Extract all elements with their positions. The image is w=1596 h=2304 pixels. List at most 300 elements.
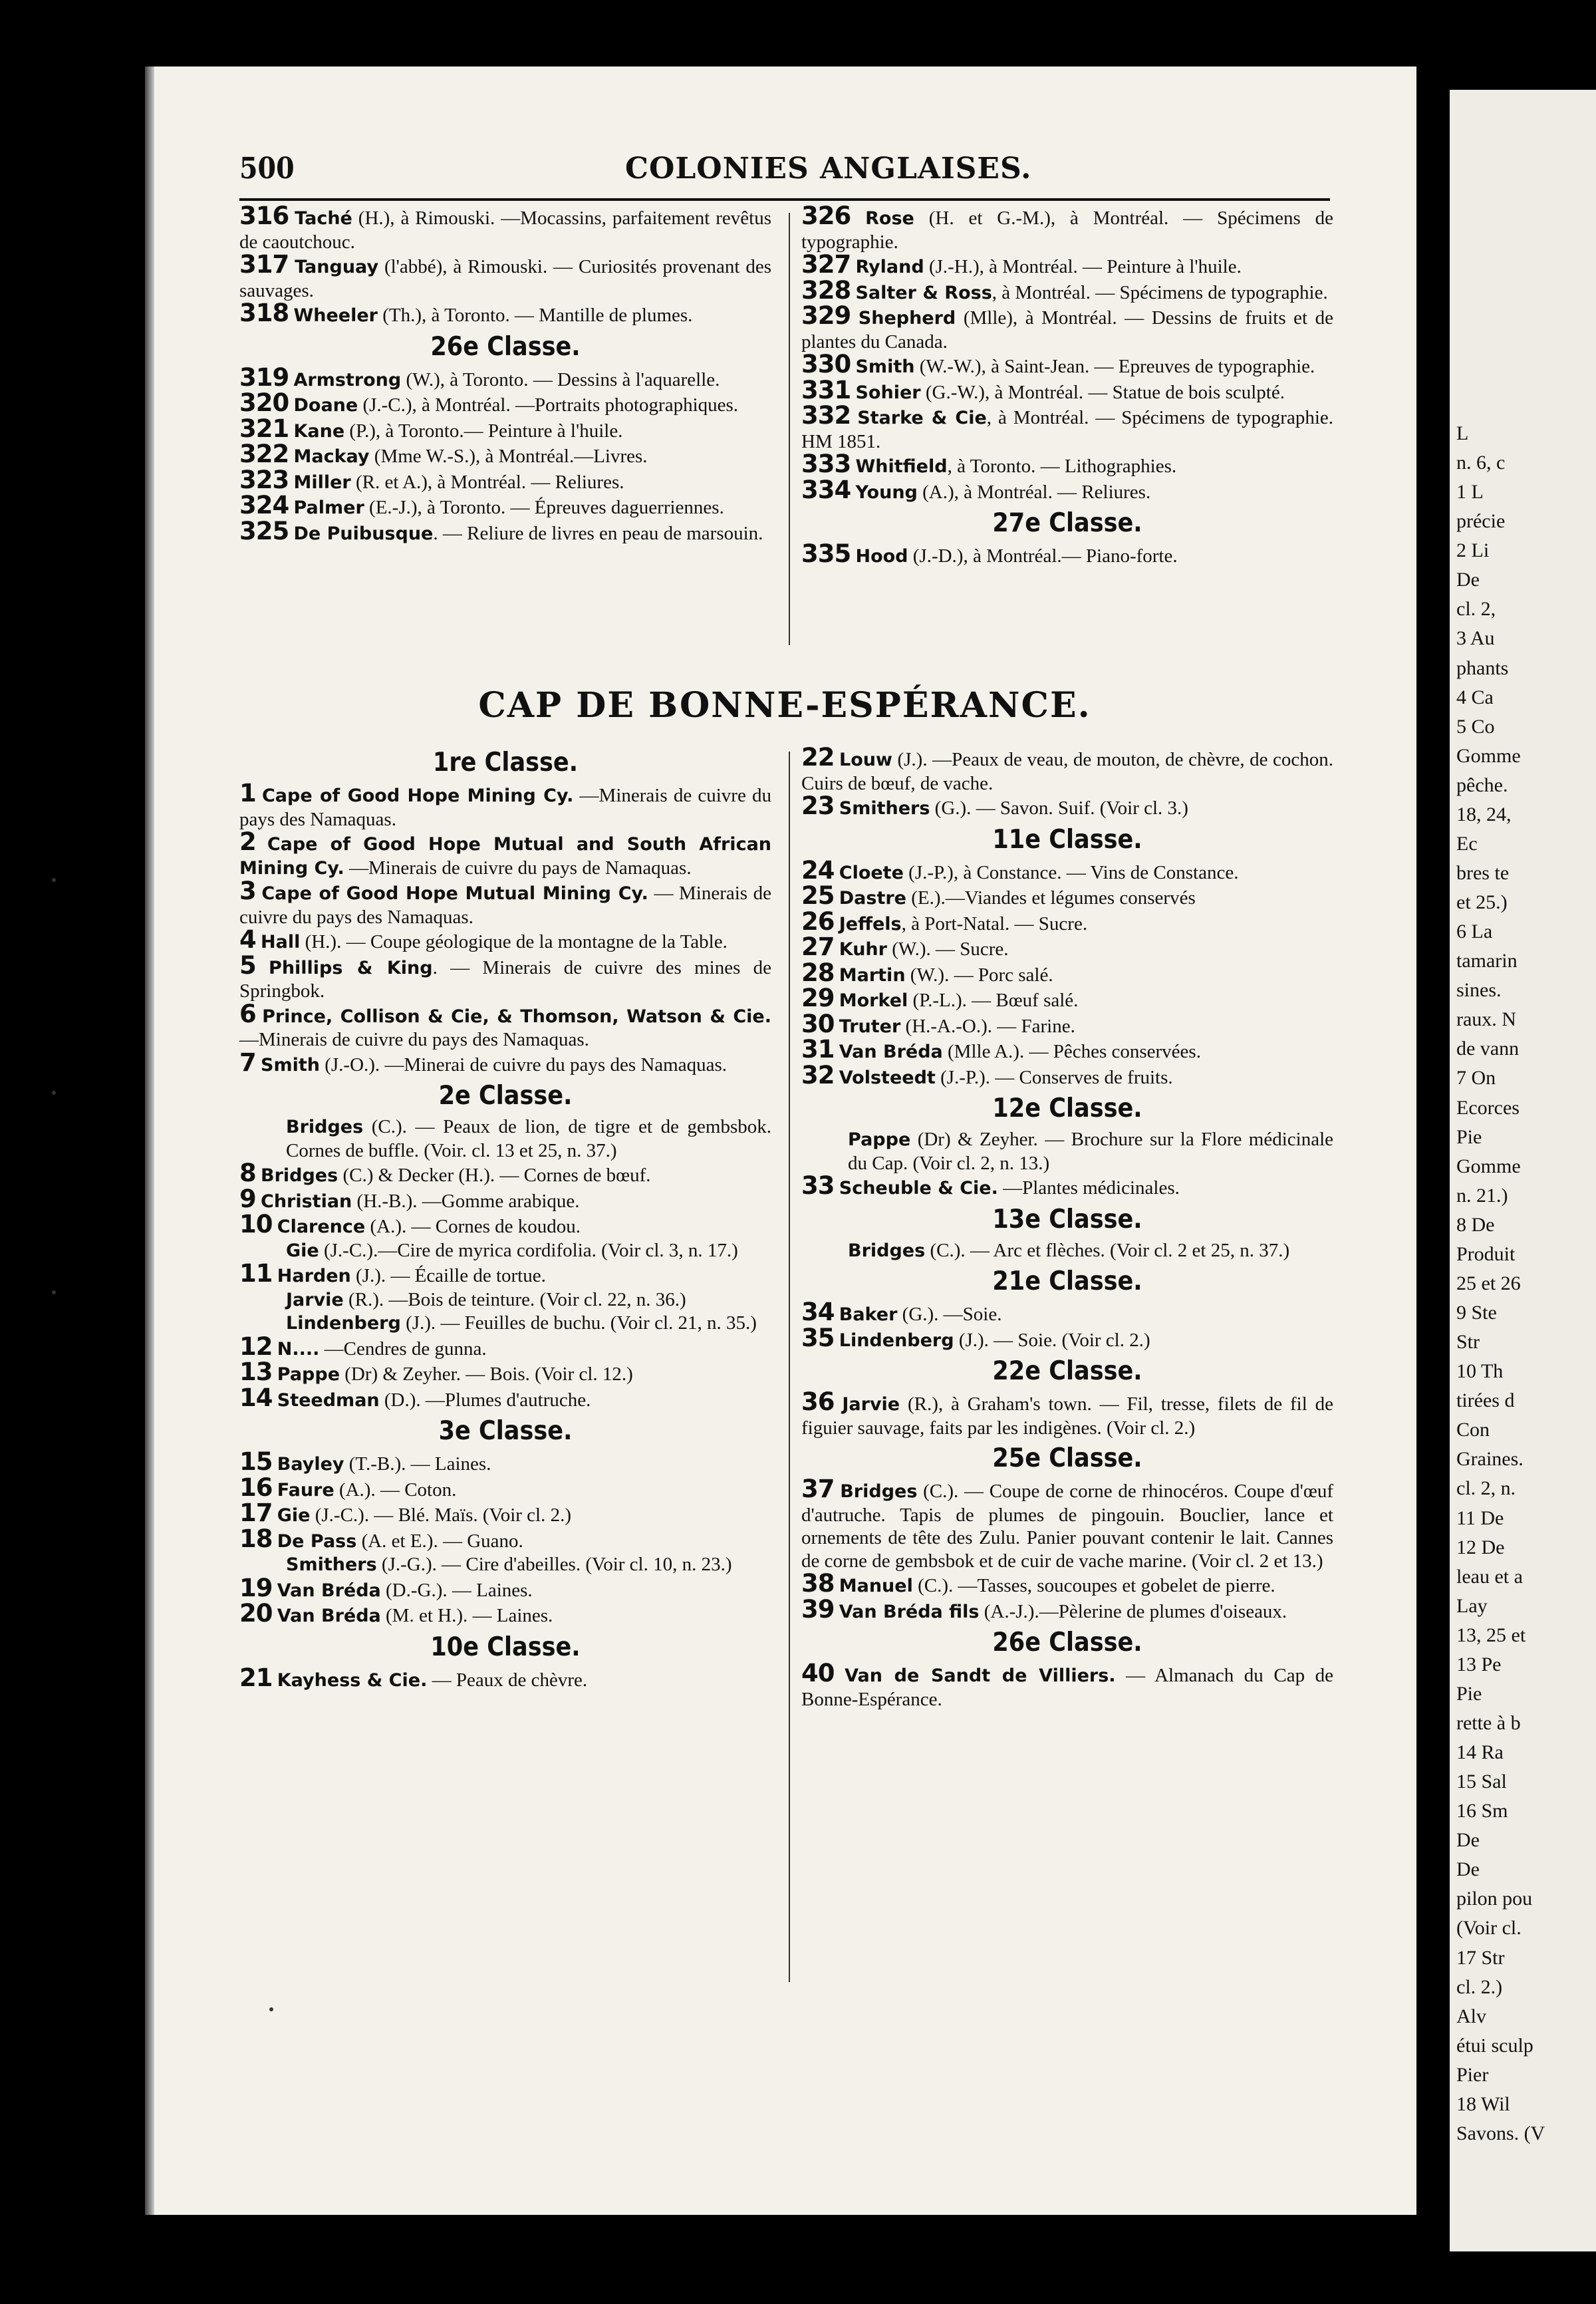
adjacent-page-fragment: (Voir cl. bbox=[1456, 1917, 1522, 1940]
exhibitor-name: Kuhr bbox=[839, 939, 887, 960]
adjacent-page-fragment: leau et a bbox=[1456, 1565, 1523, 1588]
exhibitor-name: Steedman bbox=[277, 1389, 380, 1411]
adjacent-page-fragment: 2 Li bbox=[1456, 539, 1490, 562]
column-divider-bottom bbox=[789, 752, 790, 1982]
exhibitor-name: Jarvie bbox=[286, 1289, 344, 1310]
margin-dot bbox=[269, 2007, 273, 2011]
exhibitor-name: Dastre bbox=[839, 888, 906, 909]
entry-description: (C.) & Decker (H.). — Cornes de bœuf. bbox=[342, 1165, 651, 1186]
entry-number: 25 bbox=[801, 881, 835, 910]
entry-description: (G.). —Soie. bbox=[902, 1304, 1002, 1325]
entry-description: (J.-C.). — Blé. Maïs. (Voir cl. 2.) bbox=[315, 1505, 572, 1526]
entry-number: 39 bbox=[801, 1594, 835, 1624]
adjacent-page-fragment: 18 Wil bbox=[1456, 2092, 1510, 2115]
adjacent-page-fragment: Con bbox=[1456, 1419, 1490, 1441]
entry-description: , à Montréal. — Spécimens de typographie. bbox=[992, 281, 1328, 303]
adjacent-page-fragment: 14 Ra bbox=[1456, 1741, 1504, 1764]
exhibitor-name: Rose bbox=[865, 208, 914, 229]
adjacent-page-fragment: et 25.) bbox=[1456, 891, 1508, 914]
exhibitor-entry bbox=[801, 350, 1333, 379]
entry-description: (R.), à Graham's town. — Fil, tresse, filets de fil de figuier sauvage, faits par les indigènes. (Voir cl. 2.) bbox=[801, 1393, 1333, 1439]
exhibitor-name: Bridges bbox=[261, 1165, 338, 1186]
exhibitor-name: Lindenberg bbox=[839, 1330, 954, 1351]
adjacent-page-fragment: 11 De bbox=[1456, 1507, 1504, 1529]
exhibitor-name: N.... bbox=[277, 1338, 320, 1360]
exhibitor-entry bbox=[239, 1115, 771, 1162]
adjacent-page-fragment: Alv bbox=[1456, 2005, 1486, 2027]
entry-description: (J.-C.), à Montréal. —Portraits photographiques. bbox=[362, 394, 739, 416]
entry-description: (Mme W.-S.), à Montréal.—Livres. bbox=[374, 446, 648, 467]
entry-number: 22 bbox=[801, 743, 835, 772]
entry-description: (J.-P.). — Conserves de fruits. bbox=[940, 1066, 1173, 1088]
exhibitor-entry bbox=[239, 1239, 771, 1263]
exhibitor-entry bbox=[801, 1128, 1333, 1175]
right-column-bottom bbox=[801, 743, 1334, 1711]
exhibitor-name: Bayley bbox=[277, 1454, 344, 1475]
exhibitor-entry bbox=[239, 440, 771, 469]
entry-description: (J.-C.).—Cire de myrica cordifolia. (Voir cl. 3, n. 17.) bbox=[323, 1239, 738, 1261]
entry-number: 15 bbox=[239, 1447, 273, 1476]
adjacent-page-fragment: De bbox=[1456, 569, 1480, 591]
entry-description: (H.), à Rimouski. —Mocassins, parfaitement revêtus de caoutchouc. bbox=[239, 208, 772, 253]
adjacent-page-fragment: Pier bbox=[1456, 2063, 1489, 2086]
entry-number: 325 bbox=[239, 516, 289, 545]
entry-number: 29 bbox=[801, 984, 835, 1012]
exhibitor-name: Cape of Good Hope Mining Cy. bbox=[261, 786, 574, 806]
adjacent-page-fragment: n. 6, c bbox=[1456, 452, 1506, 474]
entry-number: 20 bbox=[239, 1599, 273, 1628]
entry-description: (J.-G.). — Cire d'abeilles. (Voir cl. 10, n. 23.) bbox=[381, 1554, 732, 1575]
adjacent-page-fragment: Ec bbox=[1456, 832, 1478, 855]
exhibitor-entry bbox=[801, 933, 1333, 962]
exhibitor-entry bbox=[801, 743, 1334, 795]
exhibitor-name: Scheuble & Cie. bbox=[839, 1178, 998, 1199]
exhibitor-name: Young bbox=[855, 482, 918, 503]
exhibitor-entry bbox=[239, 1599, 771, 1628]
entry-number: 11 bbox=[239, 1259, 273, 1288]
entry-description: (G.). — Savon. Suif. (Voir cl. 3.) bbox=[934, 797, 1188, 819]
adjacent-page-fragment: raux. N bbox=[1456, 1008, 1516, 1031]
exhibitor-entry bbox=[801, 1569, 1333, 1598]
classe-heading: 13e Classe. bbox=[992, 1204, 1142, 1234]
entry-number: 37 bbox=[801, 1475, 835, 1503]
exhibitor-entry bbox=[801, 958, 1333, 988]
exhibitor-name: Cape of Good Hope Mutual and South African Mining Cy. bbox=[239, 834, 772, 879]
exhibitor-name: Van Bréda bbox=[277, 1580, 381, 1601]
adjacent-page-fragment: rette à b bbox=[1456, 1711, 1521, 1734]
exhibitor-name: Truter bbox=[839, 1016, 901, 1037]
entry-description: (H.). — Coupe géologique de la montagne de la Table. bbox=[305, 931, 728, 952]
adjacent-page-fragment: 10 Th bbox=[1456, 1360, 1504, 1383]
exhibitor-entry bbox=[239, 877, 772, 929]
entry-description: (P.), à Toronto.— Peinture à l'huile. bbox=[349, 420, 623, 442]
exhibitor-entry bbox=[239, 516, 771, 546]
entry-number: 1 bbox=[239, 779, 256, 807]
adjacent-page-fragment: Pie bbox=[1456, 1682, 1482, 1705]
adjacent-page-fragment: 7 On bbox=[1456, 1067, 1496, 1089]
header-rule bbox=[239, 198, 1330, 201]
exhibitor-entry bbox=[239, 1048, 771, 1078]
exhibitor-name: Hall bbox=[261, 932, 301, 952]
entry-number: 13 bbox=[239, 1358, 273, 1386]
entry-description: , à Montréal. — Spécimens de typographie. HM 1851. bbox=[801, 407, 1334, 452]
entry-number: 32 bbox=[801, 1060, 835, 1089]
adjacent-page-fragment: 13, 25 et bbox=[1456, 1624, 1526, 1646]
entry-description: —Cendres de gunna. bbox=[324, 1338, 487, 1360]
adjacent-page-fragment: précie bbox=[1456, 510, 1506, 533]
exhibitor-entry bbox=[239, 1288, 771, 1312]
entry-description: (R.). —Bois de teinture. (Voir cl. 22, n. 36.) bbox=[348, 1288, 686, 1310]
entry-description: (H.-A.-O.). — Farine. bbox=[905, 1015, 1075, 1037]
exhibitor-entry bbox=[801, 855, 1333, 885]
entry-description: . — Minerais de cuivre des mines de Springbok. bbox=[239, 956, 772, 1002]
exhibitor-entry bbox=[239, 1332, 771, 1362]
exhibitor-name: Armstrong bbox=[293, 369, 402, 390]
adjacent-page-fragment: Ecorces bbox=[1456, 1096, 1520, 1119]
exhibitor-name: Pappe bbox=[277, 1364, 340, 1385]
classe-heading: 26e Classe. bbox=[992, 1628, 1142, 1657]
entry-number: 3 bbox=[239, 877, 256, 905]
exhibitor-name: Starke & Cie bbox=[857, 408, 987, 428]
adjacent-page-fragment: L bbox=[1456, 422, 1469, 444]
exhibitor-name: Doane bbox=[293, 395, 358, 416]
exhibitor-name: Pappe bbox=[848, 1129, 911, 1150]
exhibitor-name: Mackay bbox=[293, 446, 370, 467]
entry-number: 26 bbox=[801, 907, 835, 936]
exhibitor-entry bbox=[239, 1210, 771, 1239]
exhibitor-name: Tanguay bbox=[295, 257, 379, 277]
adjacent-page-fragment: Gomme bbox=[1456, 1155, 1521, 1177]
adjacent-page-fragment: 8 De bbox=[1456, 1213, 1495, 1236]
exhibitor-name: Van Bréda bbox=[839, 1042, 943, 1062]
exhibitor-entry bbox=[239, 491, 771, 520]
section-title: CAP DE BONNE-ESPÉRANCE. bbox=[478, 685, 1091, 726]
adjacent-page-fragment: 3 Au bbox=[1456, 627, 1495, 650]
exhibitor-name: Ryland bbox=[855, 257, 924, 277]
entry-number: 31 bbox=[801, 1035, 835, 1064]
classe-heading: 12e Classe. bbox=[992, 1093, 1142, 1123]
entry-description: (A. et E.). — Guano. bbox=[361, 1530, 523, 1552]
entry-description: —Minerais de cuivre du pays de Namaquas. bbox=[349, 857, 692, 879]
exhibitor-entry bbox=[801, 275, 1333, 305]
exhibitor-entry bbox=[239, 1184, 771, 1214]
entry-number: 320 bbox=[239, 388, 289, 417]
entry-number: 19 bbox=[239, 1573, 273, 1602]
exhibitor-entry bbox=[239, 1524, 771, 1554]
exhibitor-name: Jarvie bbox=[842, 1394, 900, 1415]
exhibitor-entry bbox=[239, 827, 772, 880]
exhibitor-name: Lindenberg bbox=[286, 1313, 401, 1334]
exhibitor-name: Salter & Ross bbox=[855, 282, 992, 303]
adjacent-page-fragment: Lay bbox=[1456, 1594, 1488, 1617]
entry-number: 7 bbox=[239, 1048, 256, 1077]
entry-description: (J.). —Peaux de veau, de mouton, de chèvre, de cochon. Cuirs de bœuf, de vache. bbox=[801, 749, 1334, 794]
exhibitor-entry bbox=[801, 1475, 1334, 1572]
adjacent-page-fragment: cl. 2, bbox=[1456, 598, 1496, 621]
exhibitor-name: Whitfield bbox=[855, 456, 948, 477]
exhibitor-entry bbox=[801, 475, 1333, 505]
entry-number: 330 bbox=[801, 350, 851, 378]
exhibitor-name: Christian bbox=[261, 1191, 352, 1212]
entry-description: (C.). — Arc et flèches. (Voir cl. 2 et 25, n. 37.) bbox=[930, 1239, 1290, 1261]
exhibitor-entry bbox=[801, 1659, 1333, 1711]
exhibitor-entry bbox=[801, 539, 1333, 569]
adjacent-page-fragment: Pie bbox=[1456, 1125, 1482, 1148]
exhibitor-entry bbox=[801, 1171, 1333, 1201]
exhibitor-entry bbox=[239, 925, 771, 954]
margin-dot bbox=[52, 1091, 56, 1095]
right-column-top bbox=[801, 202, 1334, 569]
exhibitor-name: Smithers bbox=[286, 1554, 377, 1575]
entry-description: (A.). — Coton. bbox=[338, 1479, 457, 1501]
exhibitor-name: Kane bbox=[293, 420, 345, 442]
running-title: COLONIES ANGLAISES. bbox=[625, 152, 1032, 186]
entry-description: (Mlle), à Montréal. — Dessins de fruits et de plantes du Canada. bbox=[801, 307, 1334, 353]
exhibitor-name: Van Bréda fils bbox=[839, 1601, 980, 1622]
entry-description: (A.), à Montréal. — Reliures. bbox=[922, 481, 1151, 503]
entry-description: (H.-B.). —Gomme arabique. bbox=[356, 1190, 580, 1212]
entry-description: (J.-H.), à Montréal. — Peinture à l'huile. bbox=[928, 256, 1242, 277]
classe-heading: 2e Classe. bbox=[438, 1081, 573, 1111]
exhibitor-entry bbox=[239, 1259, 771, 1288]
entry-description: (A.-J.).—Pèlerine de plumes d'oiseaux. bbox=[984, 1600, 1287, 1622]
adjacent-page-fragment: cl. 2.) bbox=[1456, 1975, 1503, 1998]
entry-number: 335 bbox=[801, 539, 851, 568]
exhibitor-entry bbox=[239, 1553, 771, 1577]
entry-description: —Plantes médicinales. bbox=[1003, 1177, 1180, 1199]
entry-number: 321 bbox=[239, 414, 289, 443]
adjacent-page-fragment: De bbox=[1456, 1858, 1480, 1881]
exhibitor-name: Gie bbox=[277, 1505, 311, 1526]
classe-heading: 26e Classe. bbox=[430, 331, 581, 362]
entry-number: 10 bbox=[239, 1210, 273, 1238]
entry-number: 327 bbox=[801, 250, 851, 279]
exhibitor-name: Smith bbox=[855, 357, 915, 377]
entry-description: (W.), à Toronto. — Dessins à l'aquarelle. bbox=[406, 368, 720, 390]
exhibitor-name: Jeffels bbox=[839, 913, 902, 935]
exhibitor-entry bbox=[801, 375, 1333, 405]
entry-description: (Dr) & Zeyher. — Brochure sur la Flore médicinale du Cap. (Voir cl. 2, n. 13.) bbox=[848, 1129, 1334, 1174]
entry-number: 322 bbox=[239, 440, 289, 468]
entry-number: 8 bbox=[239, 1159, 256, 1187]
entry-description: (J.). — Écaille de tortue. bbox=[356, 1265, 546, 1286]
page-number: 500 bbox=[239, 152, 295, 186]
classe-heading: 21e Classe. bbox=[992, 1266, 1142, 1296]
entry-number: 6 bbox=[239, 999, 256, 1028]
entry-description: (G.-W.), à Montréal. — Statue de bois sculpté. bbox=[925, 381, 1285, 403]
exhibitor-name: Kayhess & Cie. bbox=[277, 1669, 428, 1691]
exhibitor-name: Bridges bbox=[840, 1481, 918, 1502]
entry-description: (W.). — Sucre. bbox=[892, 938, 1009, 960]
adjacent-page-fragment: Gomme bbox=[1456, 744, 1521, 767]
entry-number: 334 bbox=[801, 475, 851, 504]
exhibitor-entry bbox=[801, 202, 1333, 253]
entry-number: 316 bbox=[239, 202, 289, 230]
adjacent-page-fragment: 16 Sm bbox=[1456, 1800, 1508, 1822]
exhibitor-name: Prince, Collison & Cie, & Thomson, Watson & Cie. bbox=[262, 1006, 771, 1027]
entry-number: 27 bbox=[801, 933, 835, 961]
adjacent-page-fragment: 5 Co bbox=[1456, 715, 1495, 738]
exhibitor-entry bbox=[801, 450, 1333, 479]
adjacent-page-fragment: pilon pou bbox=[1456, 1888, 1533, 1910]
entry-description: . — Reliure de livres en peau de marsouin. bbox=[433, 522, 763, 544]
adjacent-page-fragment: Graines. bbox=[1456, 1448, 1524, 1471]
entry-description: (Th.), à Toronto. — Mantille de plumes. bbox=[382, 305, 693, 326]
entry-description: (H. et G.-M.), à Montréal. — Spécimens de typographie. bbox=[801, 208, 1333, 253]
exhibitor-entry bbox=[239, 250, 771, 302]
entry-number: 2 bbox=[239, 827, 256, 856]
entry-description: , à Port-Natal. — Sucre. bbox=[901, 913, 1088, 935]
exhibitor-name: Phillips & King bbox=[269, 957, 433, 978]
entry-number: 324 bbox=[239, 491, 289, 519]
exhibitor-name: Cloete bbox=[839, 862, 904, 883]
exhibitor-entry bbox=[239, 1159, 771, 1188]
entry-number: 33 bbox=[801, 1171, 835, 1200]
classe-heading: 22e Classe. bbox=[992, 1356, 1142, 1386]
exhibitor-entry bbox=[239, 1312, 771, 1336]
entry-description: (J.-O.). —Minerai de cuivre du pays des Namaquas. bbox=[325, 1054, 728, 1076]
adjacent-page-fragment: 1 L bbox=[1456, 481, 1484, 504]
exhibitor-entry bbox=[239, 950, 772, 1003]
exhibitor-entry bbox=[239, 1663, 771, 1693]
entry-number: 12 bbox=[239, 1332, 273, 1361]
entry-description: — Almanach du Cap de Bonne-Espérance. bbox=[801, 1665, 1333, 1710]
entry-number: 319 bbox=[239, 362, 289, 392]
entry-description: (J.). — Soie. (Voir cl. 2.) bbox=[958, 1329, 1150, 1351]
exhibitor-entry bbox=[801, 1323, 1333, 1353]
adjacent-page-fragment: De bbox=[1456, 1829, 1480, 1852]
exhibitor-name: Van Bréda bbox=[277, 1606, 381, 1626]
running-head bbox=[239, 152, 1370, 198]
entry-number: 17 bbox=[239, 1499, 273, 1527]
entry-description: (J.-D.), à Montréal.— Piano-forte. bbox=[912, 545, 1178, 567]
entry-description: (D.). —Plumes d'autruche. bbox=[384, 1389, 591, 1411]
exhibitor-name: De Puibusque bbox=[293, 523, 434, 544]
exhibitor-name: Wheeler bbox=[293, 305, 378, 326]
entry-description: (C.). —Tasses, soucoupes et gobelet de pierre. bbox=[918, 1575, 1275, 1596]
entry-number: 326 bbox=[801, 202, 851, 230]
exhibitor-name: Smith bbox=[261, 1054, 320, 1076]
adjacent-page-fragment: 4 Ca bbox=[1456, 686, 1494, 708]
exhibitor-name: Harden bbox=[277, 1266, 351, 1286]
entry-number: 328 bbox=[801, 275, 851, 305]
entry-description: (M. et H.). — Laines. bbox=[386, 1605, 553, 1626]
exhibitor-entry bbox=[239, 362, 771, 392]
exhibitor-name: De Pass bbox=[277, 1530, 357, 1552]
exhibitor-entry bbox=[801, 1594, 1333, 1624]
adjacent-page-fragment: 13 Pe bbox=[1456, 1653, 1502, 1675]
adjacent-page-fragment: 6 La bbox=[1456, 921, 1493, 943]
entry-number: 23 bbox=[801, 792, 835, 820]
adjacent-page-fragment: 18, 24, bbox=[1456, 803, 1512, 825]
adjacent-page-fragment: n. 21.) bbox=[1456, 1184, 1508, 1207]
adjacent-page-fragment: Produit bbox=[1456, 1242, 1516, 1265]
entry-number: 329 bbox=[801, 301, 851, 330]
exhibitor-name: Faure bbox=[277, 1479, 334, 1501]
exhibitor-entry bbox=[801, 907, 1333, 936]
entry-description: (C.). — Coupe de corne de rhinocéros. Coupe d'œuf d'autruche. Tapis de plumes de pingouin. Bouclier, lance et ornements de tête des Zulu. Panier pouvant contenir le lait. Cannes de corne de gembsbok et de cuir de vache marine. (Voir cl. 2 et 13.) bbox=[801, 1481, 1334, 1572]
exhibitor-entry bbox=[801, 1035, 1333, 1064]
entry-description: (R. et A.), à Montréal. — Reliures. bbox=[356, 471, 624, 493]
entry-number: 14 bbox=[239, 1383, 273, 1412]
exhibitor-entry bbox=[239, 1573, 771, 1603]
entry-description: (W.-W.), à Saint-Jean. — Epreuves de typographie. bbox=[919, 356, 1315, 377]
exhibitor-entry bbox=[801, 1387, 1333, 1439]
classe-heading: 27e Classe. bbox=[992, 508, 1142, 538]
exhibitor-entry bbox=[239, 1383, 771, 1413]
entry-number: 9 bbox=[239, 1184, 256, 1213]
entry-number: 18 bbox=[239, 1524, 273, 1553]
exhibitor-name: Morkel bbox=[839, 990, 908, 1011]
entry-number: 4 bbox=[239, 925, 256, 954]
exhibitor-name: Bridges bbox=[848, 1240, 926, 1261]
entry-description: (W.). — Porc salé. bbox=[910, 964, 1053, 986]
exhibitor-entry bbox=[239, 414, 771, 444]
entry-description: (C.). — Peaux de lion, de tigre et de gembsbok. Cornes de buffle. (Voir. cl. 13 et 25, n. 37.) bbox=[286, 1116, 771, 1161]
exhibitor-name: Manuel bbox=[839, 1576, 913, 1596]
exhibitor-entry bbox=[801, 301, 1334, 353]
entry-number: 318 bbox=[239, 299, 289, 327]
entry-number: 36 bbox=[801, 1387, 835, 1416]
adjacent-page-fragment: tirées d bbox=[1456, 1389, 1515, 1412]
entry-description: (T.-B.). — Laines. bbox=[348, 1453, 491, 1475]
exhibitor-name: Van de Sandt de Villiers. bbox=[845, 1665, 1116, 1686]
entry-number: 21 bbox=[239, 1663, 273, 1692]
entry-description: (l'abbé), à Rimouski. — Curiosités provenant des sauvages. bbox=[239, 256, 771, 301]
entry-description: — Peaux de chèvre. bbox=[432, 1669, 588, 1691]
exhibitor-entry bbox=[239, 999, 771, 1052]
adjacent-page-fragment: Str bbox=[1456, 1331, 1480, 1354]
entry-description: (E.).—Viandes et légumes conservés bbox=[911, 887, 1196, 909]
exhibitor-entry bbox=[239, 465, 771, 495]
exhibitor-name: Cape of Good Hope Mutual Mining Cy. bbox=[261, 883, 648, 904]
exhibitor-name: Louw bbox=[839, 750, 892, 770]
exhibitor-entry bbox=[239, 299, 771, 328]
exhibitor-name: Clarence bbox=[277, 1217, 366, 1237]
entry-description: (E.-J.), à Toronto. — Épreuves daguerriennes. bbox=[369, 497, 724, 518]
adjacent-page-fragment: 12 De bbox=[1456, 1536, 1505, 1558]
adjacent-page-fragment: 15 Sal bbox=[1456, 1771, 1507, 1793]
exhibitor-name: Palmer bbox=[293, 498, 364, 518]
classe-heading: 25e Classe. bbox=[992, 1443, 1142, 1473]
exhibitor-entry bbox=[239, 1499, 771, 1528]
adjacent-page-fragment: pêche. bbox=[1456, 774, 1508, 796]
margin-dot bbox=[52, 1290, 56, 1294]
entry-number: 35 bbox=[801, 1323, 835, 1352]
adjacent-page-fragment: étui sculp bbox=[1456, 2034, 1533, 2057]
entry-number: 333 bbox=[801, 450, 851, 478]
adjacent-page-edge bbox=[1450, 90, 1596, 2251]
entry-number: 323 bbox=[239, 465, 289, 494]
exhibitor-entry bbox=[801, 1239, 1333, 1263]
entry-description: — Minerais de cuivre du pays des Namaquas. bbox=[239, 883, 772, 928]
exhibitor-name: Baker bbox=[839, 1304, 898, 1325]
column-divider-top bbox=[789, 213, 790, 645]
exhibitor-entry bbox=[801, 1060, 1333, 1090]
adjacent-page-fragment: cl. 2, n. bbox=[1456, 1477, 1516, 1500]
exhibitor-name: Hood bbox=[855, 546, 908, 567]
exhibitor-name: Shepherd bbox=[858, 308, 956, 329]
adjacent-page-fragment: tamarin bbox=[1456, 950, 1518, 972]
classe-heading: 10e Classe. bbox=[430, 1632, 581, 1662]
exhibitor-name: Volsteedt bbox=[839, 1067, 936, 1088]
exhibitor-name: Sohier bbox=[855, 382, 921, 403]
entry-number: 317 bbox=[239, 250, 289, 279]
exhibitor-entry bbox=[239, 779, 772, 831]
classe-heading: 3e Classe. bbox=[438, 1416, 573, 1446]
exhibitor-entry bbox=[801, 401, 1334, 453]
exhibitor-name: Miller bbox=[293, 472, 351, 493]
